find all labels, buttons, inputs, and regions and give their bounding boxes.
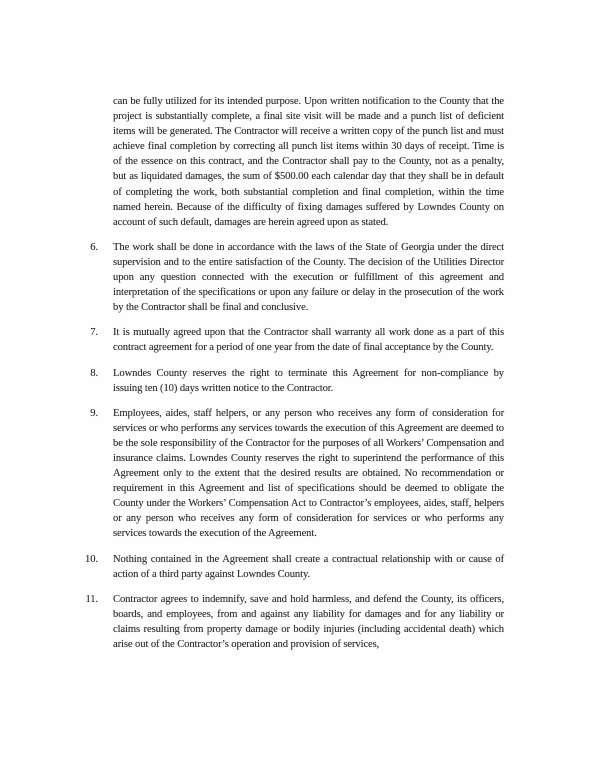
item-number: 11. bbox=[85, 593, 98, 605]
item-text: It is mutually agreed upon that the Contractor shall warranty all work done as a part of this contract agreement for a period of one year from the date of final acceptance by the County. bbox=[113, 327, 504, 354]
item-text: Nothing contained in the Agreement shall create a contractual relationship with or cause of action of a third party against Lowndes County. bbox=[113, 553, 504, 580]
contract-item-7 bbox=[90, 325, 504, 355]
item-number: 8. bbox=[90, 367, 98, 379]
contract-item-10 bbox=[85, 552, 504, 582]
paragraph-continuation: can be fully utilized for its intended purpose. Upon written notification to the County that the project is substantially complete, a final site visit will be made and a punch list of deficient items will be generated. The Contractor will receive a written copy of the punch list and must achieve final completion by correcting all punch list items within 30 days of receipt. Time is of the essence on this contract, and the Contractor shall pay to the County, not as a penalty, but as liquidated damages, the sum of $500.00 each calendar day that they shall be in default of completing the work, both substantial completion and final completion, within the time named herein. Because of the difficulty of fixing damages suffered by Lowndes County on account of such default, damages are herein agreed upon as stated. bbox=[113, 96, 504, 228]
contract-item-6 bbox=[90, 240, 504, 315]
contract-item-8 bbox=[90, 366, 504, 396]
item-number: 7. bbox=[90, 327, 98, 339]
item-text: Lowndes County reserves the right to terminate this Agreement for non-compliance by issuing ten (10) days written notice to the Contractor. bbox=[113, 367, 504, 394]
contract-item-9 bbox=[90, 406, 504, 542]
item-text: Contractor agrees to indemnify, save and hold harmless, and defend the County, its officers, boards, and employees, from and against any liability for damages and for any liability or claims resulting from property damage or bodily injuries (including accidental death) which arise out of the Contractor’s operation and provision of services, bbox=[113, 593, 504, 650]
item-number: 9. bbox=[90, 407, 98, 419]
contract-text-block bbox=[85, 94, 504, 652]
item-text: Employees, aides, staff helpers, or any person who receives any form of consideration for services or who performs any services towards the execution of this Agreement are deemed to be the sole responsibility of the Contractor for the purposes of all Workers’ Compensation and insurance claims. Lowndes County reserves the right to superintend the performance of this Agreement only to the extent that the desired results are obtained. No recommendation or requirement in this Agreement and list of specifications should be deemed to obligate the County under the Workers’ Compensation Act to Contractor’s employees, aides, staff, helpers or any person who receives any form of consideration for services or who performs any services towards the execution of the Agreement. bbox=[113, 407, 504, 540]
item-number: 6. bbox=[90, 241, 98, 253]
item-text: The work shall be done in accordance with the laws of the State of Georgia under the direct supervision and to the entire satisfaction of the County. The decision of the Utilities Director upon any question connected with the execution or fulfillment of this agreement and interpretation of the specifications or upon any failure or delay in the prosecution of the work by the Contractor shall be final and conclusive. bbox=[113, 241, 504, 314]
contract-item-11 bbox=[85, 592, 504, 652]
item-number: 10. bbox=[85, 553, 98, 565]
